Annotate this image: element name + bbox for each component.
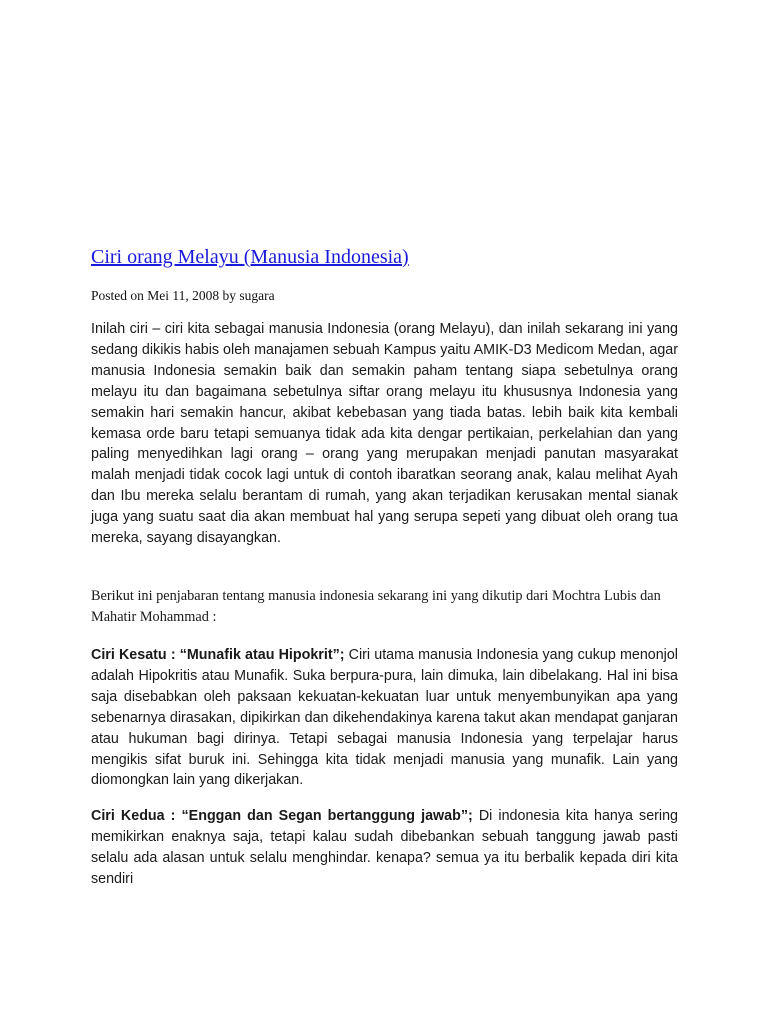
ciri-kedua-body: Di indonesia kita hanya sering memikirkan enaknya saja, tetapi kalau sudah dibebankan sebuah tanggung jawab pasti selalu ada alasan untuk selalu menghindar. kenapa? semua ya itu berbalik kepada diri kita sendiri bbox=[91, 808, 679, 887]
berikut-paragraph: Berikut ini penjabaran tentang manusia indonesia sekarang ini yang dikutip dari Mochtra Lubis dan Mahatir Mohammad : bbox=[91, 588, 661, 625]
ciri-kesatu-body: Ciri utama manusia Indonesia yang cukup menonjol adalah Hipokritis atau Munafik. Suka berpura-pura, lain dimuka, lain dibelakang. Hal ini bisa saja disebabkan oleh paksaan kekuatan-kekuatan luar untuk menyembunyikan apa yang sebenarnya dirasakan, dipikirkan dan dikehendakinya karena takut akan mendapat ganjaran atau hukuman bagi dirinya. Tetapi sebagai manusia Indonesia yang terpelajar harus mengikis sifat buruk ini. Sehingga kita tidak menjadi manusia yang munafik. Lain yang diomongkan lain yang dikerjakan. bbox=[91, 647, 678, 789]
ciri-kesatu-heading: Ciri Kesatu : “Munafik atau Hipokrit”; bbox=[91, 647, 345, 663]
article-title-link[interactable]: Ciri orang Melayu (Manusia Indonesia) bbox=[91, 246, 409, 268]
ciri-kedua-paragraph bbox=[91, 806, 678, 890]
ciri-kedua-heading: Ciri Kedua : “Enggan dan Segan bertanggung jawab”; bbox=[91, 808, 473, 824]
intro-paragraph: Inilah ciri – ciri kita sebagai manusia Indonesia (orang Melayu), dan inilah sekarang ini yang sedang dikikis habis oleh manajamen sebuah Kampus yaitu AMIK-D3 Medicom Medan, agar manusia Indonesia semakin baik dan semakin paham tentang siapa sebetulnya orang melayu itu dan bagaimana sebetulnya siftar orang melayu itu khususnya Indonesia yang semakin hari semakin hancur, akibat kebebasan yang tiada batas. lebih baik kita kembali kemasa orde baru tetapi semuanya tidak ada kita dengar pertikaian, perkelahian dan yang paling menyedihkan lagi orang – orang yang merupakan menjadi panutan masyarakat malah menjadi tidak cocok lagi untuk di contoh ibaratkan seorang anak, kalau melihat Ayah dan Ibu mereka selalu berantam di rumah, yang akan terjadikan kerusakan mental sianak juga yang suatu saat dia akan membuat hal yang serupa sepeti yang dibuat oleh orang tua mereka, sayang disayangkan. bbox=[91, 321, 678, 547]
article bbox=[91, 0, 678, 1024]
ciri-kesatu-paragraph bbox=[91, 645, 678, 791]
post-meta: Posted on Mei 11, 2008 by sugara bbox=[91, 288, 275, 303]
